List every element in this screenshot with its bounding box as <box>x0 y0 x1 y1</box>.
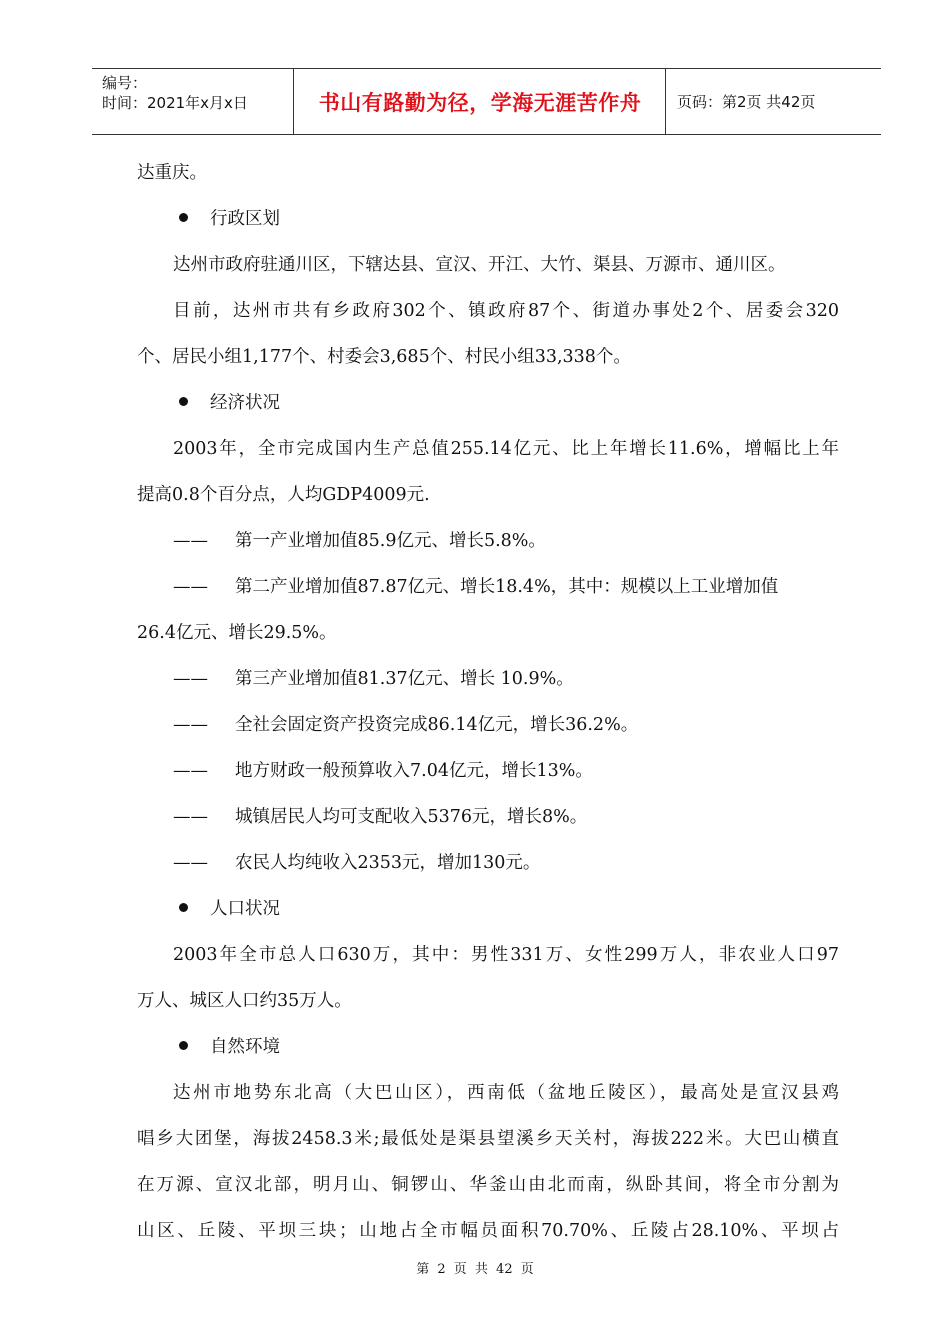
dash-item-text: 农民人均纯收入2353元，增加130元。 <box>235 853 541 873</box>
dash-mark: —— <box>173 531 208 551</box>
dash-item <box>137 748 839 794</box>
paragraph-line: 万人、城区人口约35万人。 <box>137 991 352 1011</box>
dash-mark: —— <box>173 807 208 827</box>
paragraph-line: 山区、丘陵、平坝三块；山地占全市幅员面积70.70%、丘陵占28.10%、平坝占 <box>137 1221 839 1241</box>
dash-mark: —— <box>173 761 208 781</box>
paragraph-line: 2003年，全市完成国内生产总值255.14亿元、比上年增长11.6%，增幅比上年 <box>173 439 839 459</box>
header-meta <box>102 73 248 113</box>
heading-text: 行政区划 <box>210 209 280 229</box>
dash-item <box>137 794 839 840</box>
heading-text: 自然环境 <box>210 1037 280 1057</box>
bullet-icon <box>179 1041 188 1050</box>
dash-item <box>137 564 839 610</box>
bullet-icon <box>179 397 188 406</box>
paragraph-line: 达州市政府驻通川区，下辖达县、宣汉、开江、大竹、渠县、万源市、通川区。 <box>173 255 786 275</box>
bullet-icon <box>179 213 188 222</box>
section-heading-population <box>137 886 839 932</box>
document-body <box>137 150 839 1254</box>
bullet-icon <box>179 903 188 912</box>
dash-item-text: 第一产业增加值85.9亿元、增长5.8%。 <box>235 531 546 551</box>
dash-item-text: 城镇居民人均可支配收入5376元，增长8%。 <box>235 807 588 827</box>
section-heading-environment <box>137 1024 839 1070</box>
dash-mark: —— <box>173 715 208 735</box>
paragraph-line: 2003年全市总人口630万，其中：男性331万、女性299万人，非农业人口97 <box>173 945 839 965</box>
section-heading-admin <box>137 196 839 242</box>
dash-mark: —— <box>173 577 208 597</box>
section-heading-economy <box>137 380 839 426</box>
paragraph-line: 达重庆。 <box>137 163 207 183</box>
header-page-info: 页码：第2页 共42页 <box>677 93 816 111</box>
paragraph-line: 目前，达州市共有乡政府302个、镇政府87个、街道办事处2个、居委会320 <box>173 301 839 321</box>
paragraph-line: 26.4亿元、增长29.5%。 <box>137 623 337 643</box>
paragraph-line: 个、居民小组1,177个、村委会3,685个、村民小组33,338个。 <box>137 347 631 367</box>
page-footer: 第 2 页 共 42 页 <box>416 1262 534 1277</box>
dash-item-text: 地方财政一般预算收入7.04亿元，增长13%。 <box>235 761 593 781</box>
dash-item <box>137 518 839 564</box>
dash-item-text: 全社会固定资产投资完成86.14亿元，增长36.2%。 <box>235 715 639 735</box>
page-header <box>92 68 881 135</box>
heading-text: 人口状况 <box>210 899 280 919</box>
dash-item-text: 第三产业增加值81.37亿元、增长 10.9%。 <box>235 669 574 689</box>
paragraph-line: 达州市地势东北高（大巴山区），西南低（盆地丘陵区），最高处是宣汉县鸡 <box>173 1083 839 1103</box>
dash-mark: —— <box>173 669 208 689</box>
paragraph-line: 提高0.8个百分点，人均GDP4009元. <box>137 485 430 505</box>
dash-item <box>137 656 839 702</box>
header-divider <box>665 69 666 134</box>
dash-mark: —— <box>173 853 208 873</box>
paragraph-line: 唱乡大团堡，海拔2458.3米;最低处是渠县望溪乡天关村，海拔222米。大巴山横直 <box>137 1129 839 1149</box>
dash-item-text: 第二产业增加值87.87亿元、增长18.4%，其中：规模以上工业增加值 <box>235 577 779 597</box>
heading-text: 经济状况 <box>210 393 280 413</box>
dash-item <box>137 702 839 748</box>
paragraph-line: 在万源、宣汉北部，明月山、铜锣山、华釜山由北而南，纵卧其间，将全市分割为 <box>137 1175 839 1195</box>
doc-id-label: 编号： <box>102 74 148 92</box>
dash-item <box>137 840 839 886</box>
header-motto: 书山有路勤为径，学海无涯苦作舟 <box>318 90 642 115</box>
doc-time-label: 时间：2021年x月x日 <box>102 94 248 112</box>
